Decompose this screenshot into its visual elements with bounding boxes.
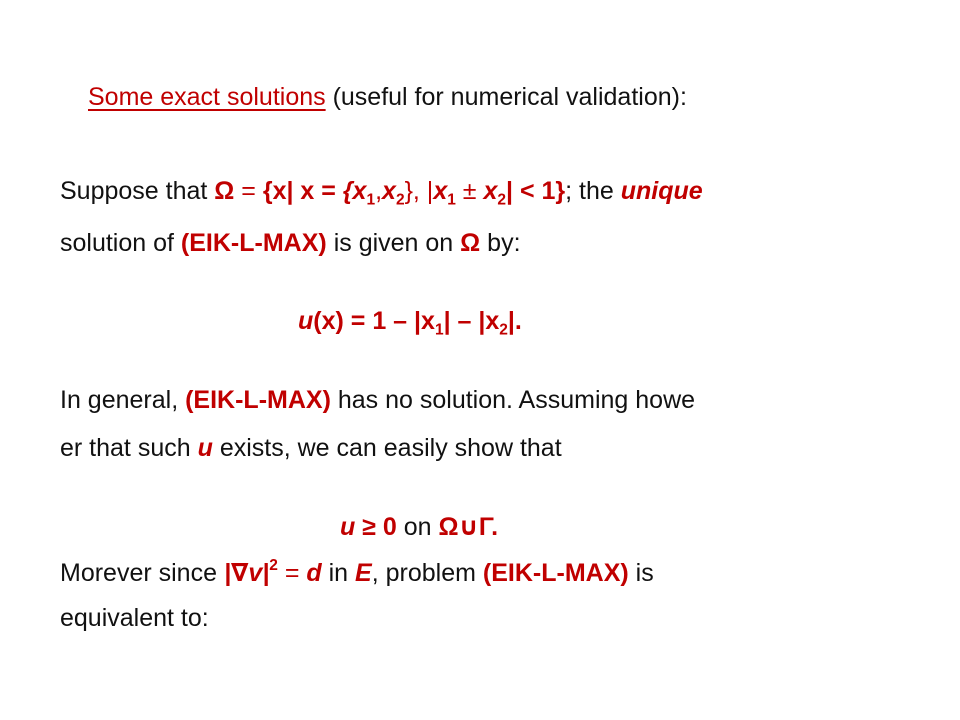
set-open: {x| x = [262, 177, 343, 205]
text: solution of [60, 229, 174, 257]
subscript-2b: 2 [497, 191, 506, 209]
equals: = [277, 559, 307, 587]
x1b: x [433, 177, 448, 205]
text: has no solution. Assuming howe [337, 386, 696, 414]
formula-part: (x) = 1 – |x [313, 307, 435, 335]
superscript-2: 2 [269, 557, 278, 575]
text: is given on [333, 229, 454, 257]
set-close: }, | [404, 177, 434, 205]
d-var: d [306, 559, 322, 587]
text: by: [487, 229, 521, 257]
paragraph-2-line-2 [60, 433, 562, 463]
omega-symbol: Ω [460, 229, 481, 257]
subscript-1: 1 [434, 321, 444, 339]
gradient-norm: |∇v| [223, 559, 270, 587]
text: ; the [565, 177, 614, 205]
eik-l-max-label: (EIK-L-MAX) [482, 559, 629, 587]
formula-part: | – |x [443, 307, 500, 335]
text: equivalent to: [60, 604, 209, 632]
text: in [328, 559, 349, 587]
u-var: u [298, 307, 314, 335]
geq-zero: ≥ 0 [362, 513, 397, 541]
u-var: u [340, 513, 356, 541]
heading-link[interactable]: Some exact solutions [88, 83, 326, 111]
paragraph-3-line-2 [60, 603, 209, 633]
eik-l-max-label: (EIK-L-MAX) [180, 229, 327, 257]
subscript-1b: 1 [447, 191, 456, 209]
paragraph-1-line-1 [60, 176, 703, 209]
omega-union-gamma: Ω∪Γ [438, 513, 492, 541]
x2: x [382, 177, 396, 205]
text: er that such [60, 434, 191, 462]
formula-u-equals [298, 306, 522, 339]
text: , problem [371, 559, 476, 587]
subscript-2: 2 [395, 191, 405, 209]
text: exists, we can easily show that [219, 434, 562, 462]
unique-word: unique [620, 177, 703, 205]
formula-u-geq-zero [340, 512, 498, 542]
slide-heading [88, 82, 687, 112]
equals: = [234, 177, 263, 205]
paragraph-2-line-1 [60, 385, 695, 415]
subscript-2: 2 [499, 321, 508, 339]
text: Morever since [60, 559, 217, 587]
text: on [403, 513, 432, 541]
plus-minus: ± [455, 177, 484, 205]
heading-rest: (useful for numerical validation): [332, 83, 687, 111]
period: . [491, 513, 499, 541]
omega-symbol: Ω [214, 177, 235, 205]
e-var: E [355, 559, 372, 587]
u-var: u [197, 434, 213, 462]
text: is [635, 559, 654, 587]
set-x: {x [342, 177, 367, 205]
paragraph-3-line-1 [60, 558, 654, 588]
paragraph-1-line-2 [60, 228, 521, 258]
comma: , [375, 177, 383, 205]
subscript-1: 1 [366, 191, 376, 209]
less-than-one: | < 1} [506, 177, 566, 205]
text: Suppose that [60, 177, 208, 205]
x2b: x [483, 177, 498, 205]
formula-end: |. [507, 307, 522, 335]
text: In general, [60, 386, 179, 414]
eik-l-max-label: (EIK-L-MAX) [185, 386, 331, 414]
